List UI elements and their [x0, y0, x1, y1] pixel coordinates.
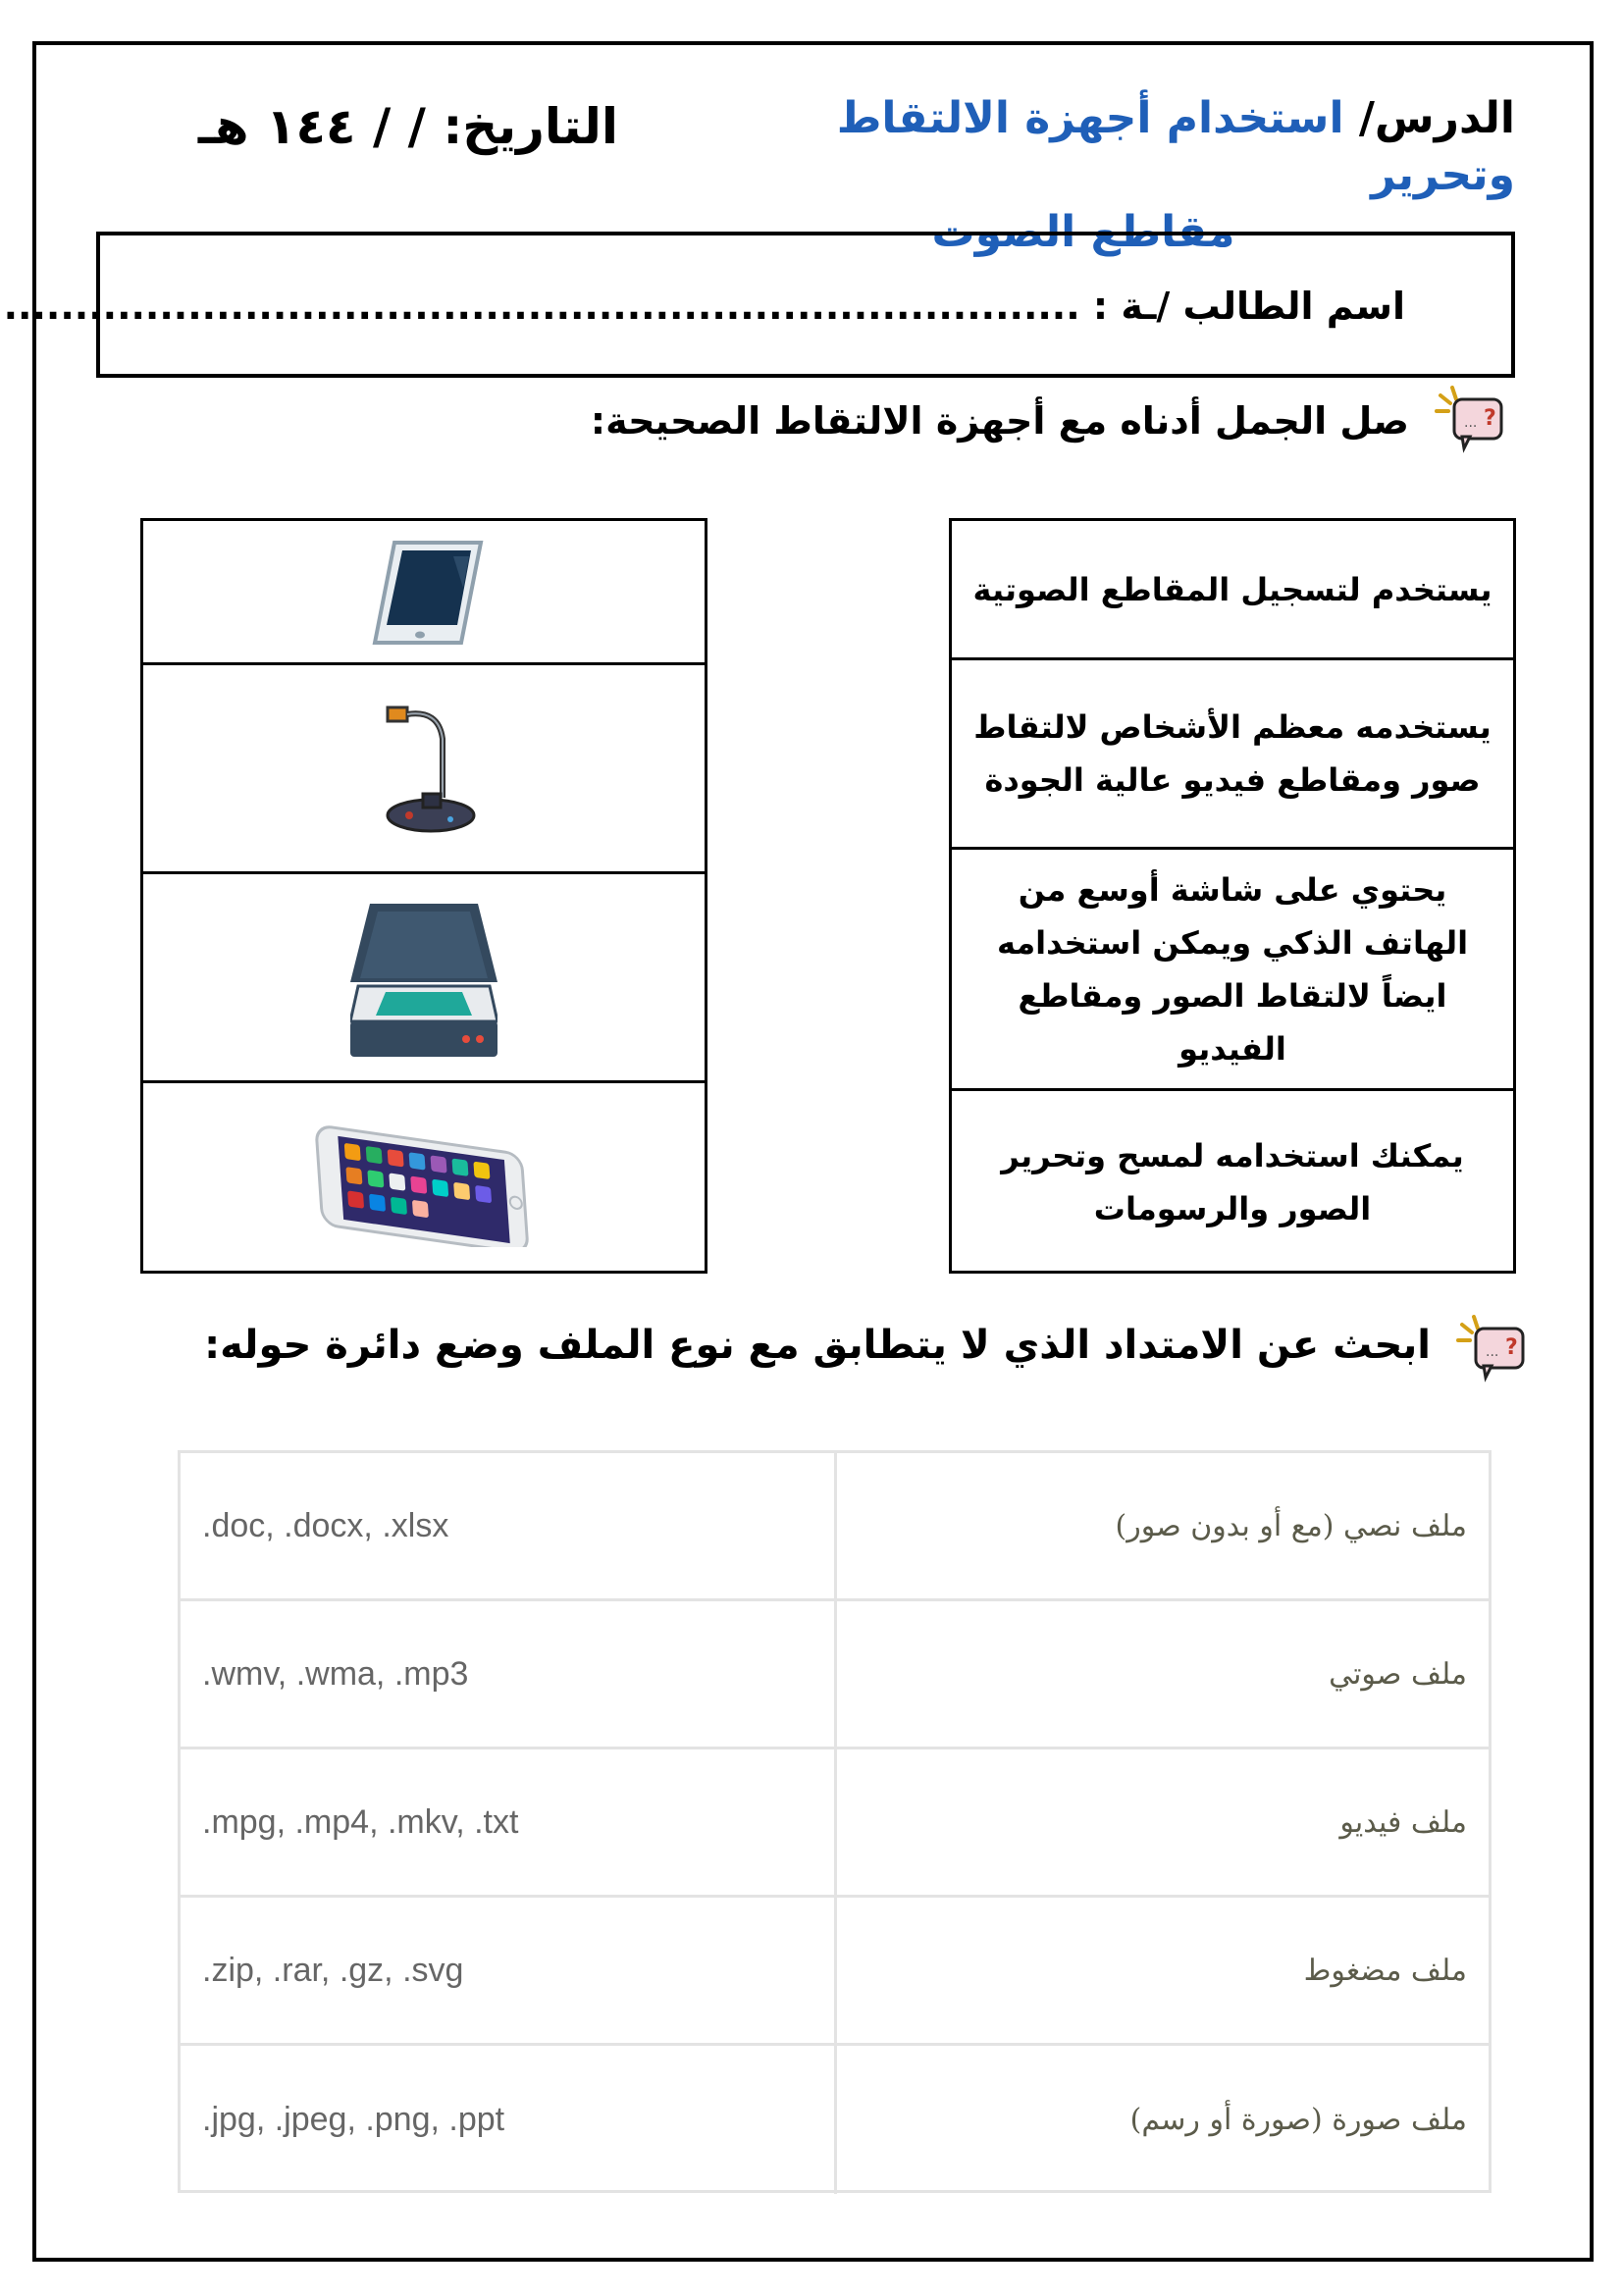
sentence-cell-4[interactable]: [952, 1091, 1513, 1274]
svg-text:?: ?: [1505, 1335, 1518, 1360]
sentence-text: يحتوي على شاشة أوسع من الهاتف الذكي ويمكن استخدامه ايضاً لالتقاط الصور ومقاطع الفيديو: [996, 870, 1469, 1068]
question-bubble-icon: [1435, 386, 1513, 454]
sentence-text: يمكنك استخدامه لمسح وتحرير الصور والرسومات: [1001, 1137, 1464, 1227]
extensions-cell[interactable]: .wmv, .wma, .mp3: [202, 1654, 469, 1693]
file-extensions-table: [178, 1450, 1492, 2193]
scanner-icon: [350, 894, 497, 1061]
student-name-blank[interactable]: ............................................................................: [3, 285, 1080, 328]
table-row: [181, 1749, 1489, 1898]
sentence-cell-3[interactable]: [952, 850, 1513, 1091]
file-type-cell: ملف نصي (مع أو بدون صور): [1115, 1508, 1467, 1543]
file-type-cell: ملف فيديو: [1339, 1804, 1467, 1840]
sentence-text: يستخدمه معظم الأشخاص لالتقاط صور ومقاطع فيديو عالية الجودة: [973, 708, 1492, 799]
device-images-column: [140, 518, 707, 1274]
lesson-title: استخدام أجهزة الالتقاط وتحرير: [836, 93, 1515, 200]
image-cell-tablet[interactable]: [143, 521, 705, 665]
file-type-cell: ملف صوتي: [1329, 1656, 1467, 1692]
image-cell-scanner[interactable]: [143, 874, 705, 1083]
question1-instruction: صل الجمل أدناه مع أجهزة الالتقاط الصحيحة:: [590, 399, 1409, 443]
image-cell-smartphone[interactable]: [143, 1083, 705, 1274]
svg-text:?: ?: [1484, 406, 1496, 431]
tablet-icon: [355, 533, 493, 651]
sentence-cell-1[interactable]: [952, 521, 1513, 660]
file-type-cell: ملف صورة (صورة أو رسم): [1129, 2103, 1467, 2137]
extensions-cell[interactable]: .mpg, .mp4, .mkv, .txt: [202, 1802, 519, 1841]
sentences-column: [949, 518, 1516, 1274]
student-name-box[interactable]: [3, 232, 1515, 378]
extensions-cell[interactable]: .zip, .rar, .gz, .svg: [202, 1951, 464, 1989]
table-row: [181, 1898, 1489, 2046]
table-row: [181, 1453, 1489, 1601]
date-value: / / ١٤٤ هـ: [197, 98, 426, 155]
question2-instruction: ابحث عن الامتداد الذي لا يتطابق مع نوع الملف وضع دائرة حوله:: [204, 1323, 1431, 1368]
sentence-cell-2[interactable]: [952, 660, 1513, 850]
table-row: [181, 1601, 1489, 1749]
sentence-text: يستخدم لتسجيل المقاطع الصوتية: [972, 570, 1492, 608]
svg-text:...: ...: [1464, 415, 1478, 431]
smartphone-icon: [306, 1110, 542, 1247]
image-cell-microphone[interactable]: [143, 665, 705, 874]
lesson-label: الدرس/: [1358, 93, 1515, 143]
extensions-cell[interactable]: .doc, .docx, .xlsx: [202, 1506, 449, 1544]
microphone-icon: [370, 700, 478, 837]
student-name-label: اسم الطالب /ـة :: [1092, 285, 1405, 328]
svg-text:...: ...: [1486, 1344, 1499, 1360]
table-row: [181, 2046, 1489, 2194]
file-type-cell: ملف مضغوط: [1303, 1953, 1467, 1988]
extensions-cell[interactable]: .jpg, .jpeg, .png, .ppt: [202, 2101, 505, 2138]
question-bubble-icon: [1456, 1315, 1535, 1383]
date-label: التاريخ:: [443, 98, 618, 155]
date-field: [128, 98, 618, 155]
lesson-title-line2: مقاطع الصوت: [931, 207, 1235, 257]
